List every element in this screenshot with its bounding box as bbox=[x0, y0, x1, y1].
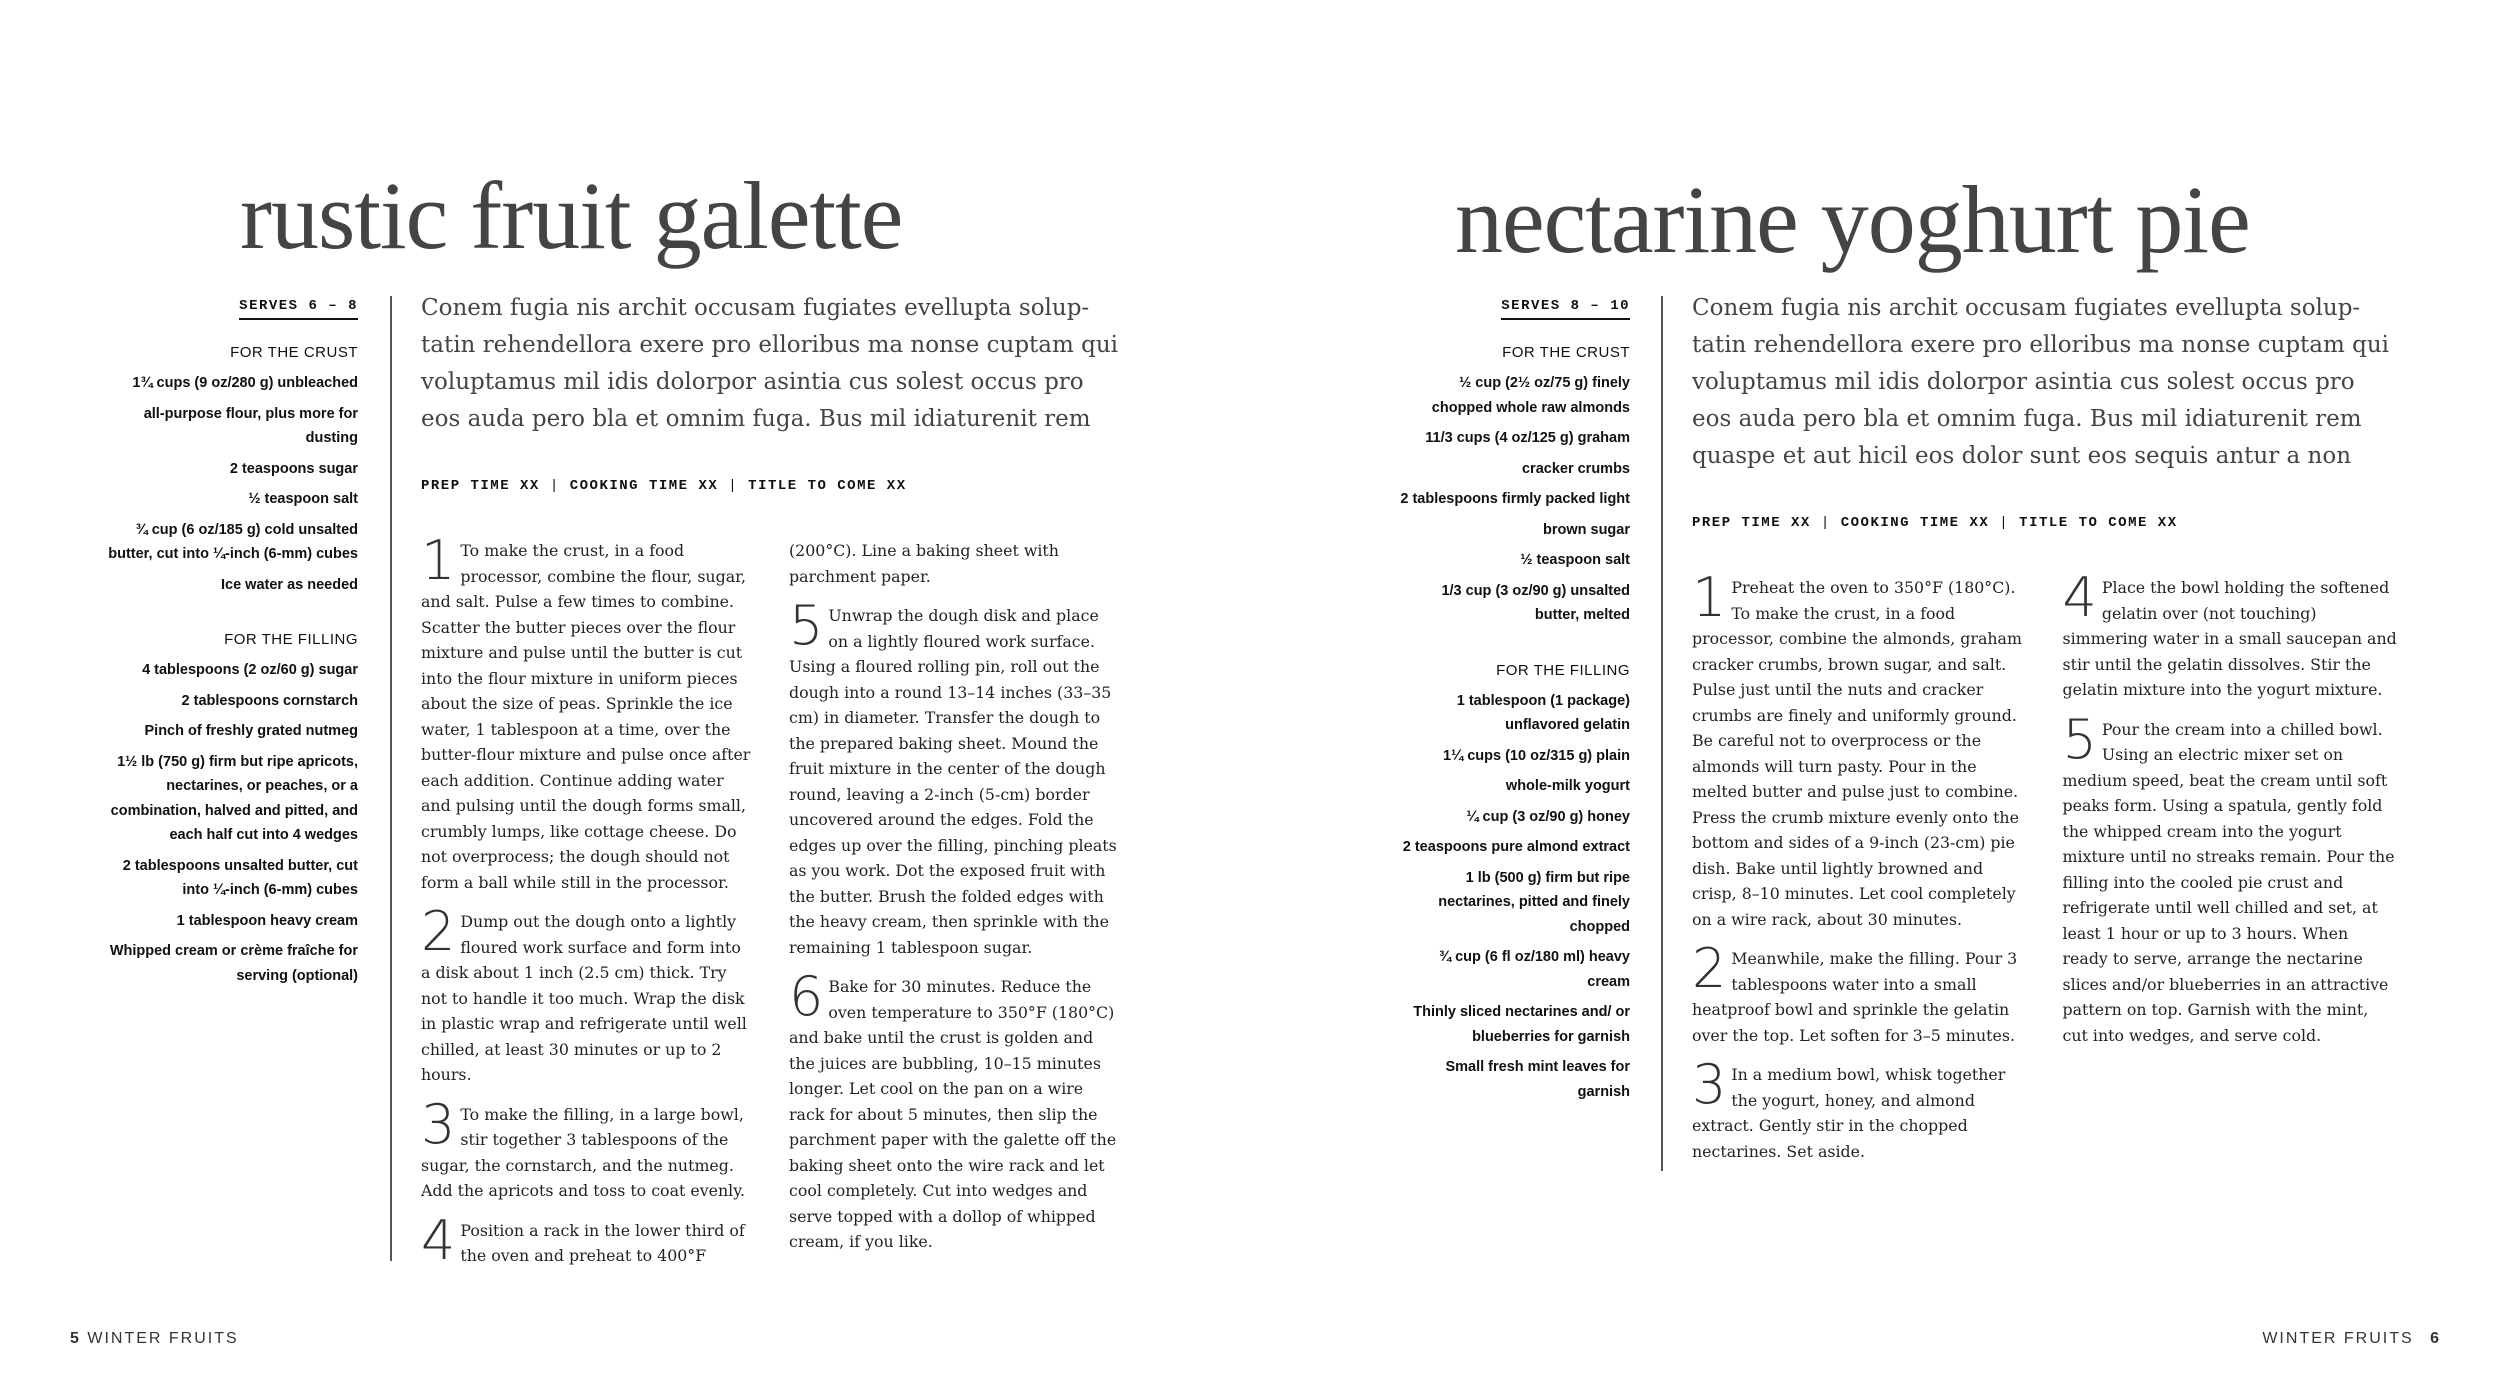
ingredient-item: ¾ cup (6 fl oz/180 ml) heavy cream bbox=[1439, 949, 1630, 990]
step-text: In a medium bowl, whisk together the yogurt, honey, and almond extract. Gently stir in the chopped nectarines. Set aside. bbox=[1692, 1065, 2006, 1161]
left-footer-text: WINTER FRUITS bbox=[87, 1330, 239, 1347]
ingredient-item: 1 lb (500 g) firm but ripe nectarines, pitted and finely chopped bbox=[1438, 869, 1630, 935]
right-footer-text: WINTER FRUITS bbox=[2262, 1330, 2414, 1347]
ingredient-item: 2 teaspoons sugar bbox=[229, 460, 358, 477]
right-crust-list bbox=[1395, 371, 1630, 628]
step-number: 1 bbox=[421, 529, 456, 592]
left-main bbox=[421, 290, 1121, 1283]
step-number: 5 bbox=[2062, 707, 2097, 771]
right-footer bbox=[2262, 1330, 2441, 1348]
right-filling-heading: FOR THE FILLING bbox=[1496, 661, 1630, 679]
meta-item: COOKING TIME XX bbox=[569, 478, 719, 494]
ingredient-item: Whipped cream or crème fraîche for serving (optional) bbox=[109, 943, 358, 984]
left-filling-heading: FOR THE FILLING bbox=[224, 631, 358, 648]
meta-item: TITLE TO COME XX bbox=[2019, 515, 2178, 531]
right-steps-col-2 bbox=[2062, 566, 2398, 1178]
left-steps-col-1 bbox=[421, 529, 753, 1283]
ingredient-item: ¾ cup (6 oz/185 g) cold unsalted butter, cut into ¼-inch (6-mm) cubes bbox=[108, 521, 358, 562]
step-text: To make the filling, in a large bowl, stir together 3 tablespoons of the sugar, the cornstarch, and the nutmeg. Add the apricots and toss to coat evenly. bbox=[421, 1104, 746, 1200]
recipe-step bbox=[421, 529, 753, 895]
step-number: 5 bbox=[789, 594, 824, 657]
left-steps-col-2 bbox=[789, 538, 1121, 1283]
step-text: Place the bowl holding the softened gelatin over (not touching) simmering water in a small saucepan and stir until the gelatin dissolves. Stir the gelatin mixture into the yogurt mixture. bbox=[2062, 578, 2397, 699]
step-text: Bake for 30 minutes. Reduce the oven temperature to 350°F (180°C) and bake until the crust is golden and the juices are bubbling, 10–15 minutes longer. Let cool on the pan on a wire rack for about 5 minutes, then slip the parchment paper with the galette off the baking sheet onto the wire rack and let cool completely. Cut into wedges and serve topped with a dollop of whipped cream, if you like. bbox=[789, 977, 1117, 1251]
recipe-step bbox=[2062, 707, 2398, 1049]
ingredient-item: 1 tablespoon (1 package) unflavored gelatin bbox=[1456, 692, 1630, 733]
ingredient-item: 2 tablespoons unsalted butter, cut into ¼-inch (6-mm) cubes bbox=[122, 857, 358, 898]
left-serves: SERVES 6 – 8 bbox=[239, 298, 358, 320]
ingredient-item: ½ teaspoon salt bbox=[1520, 552, 1630, 568]
ingredient-item: all-purpose flour, plus more for dusting bbox=[143, 405, 358, 446]
step-text: (200°C). Line a baking sheet with parchment paper. bbox=[789, 541, 1059, 586]
ingredient-item: whole-milk yogurt bbox=[1505, 778, 1630, 794]
ingredient-item: 2 tablespoons cornstarch bbox=[181, 692, 358, 709]
ingredient-item: Small fresh mint leaves for garnish bbox=[1445, 1059, 1630, 1100]
ingredient-item: 1¼ cups (10 oz/315 g) plain bbox=[1443, 747, 1630, 764]
right-serves: SERVES 8 – 10 bbox=[1501, 298, 1630, 320]
ingredient-item: ¼ cup (3 oz/90 g) honey bbox=[1466, 808, 1630, 825]
step-text: Pour the cream into a chilled bowl. Using an electric mixer set on medium speed, beat the cream until soft peaks form. Using a spatula, gently fold the whipped cream into the yogurt mixture until no streaks remain. Pour the filling into the cooled pie crust and refrigerate until well chilled and set, at least 1 hour or up to 3 hours. When ready to serve, arrange the nectarine slices and/or blueberries in an attractive pattern on top. Garnish with the mint, cut into wedges, and serve cold. bbox=[2062, 719, 2395, 1045]
step-text: Dump out the dough onto a lightly floured work surface and form into a disk about 1 inch (2.5 cm) thick. Try not to handle it too much. Wrap the disk in plastic wrap and refrigerate until well chilled, at least 30 minutes or up to 2 hours. bbox=[421, 912, 747, 1084]
step-number: 4 bbox=[421, 1208, 456, 1272]
right-steps bbox=[1692, 566, 2397, 1178]
left-divider bbox=[390, 296, 392, 1261]
step-text: Unwrap the dough disk and place on a lightly floured work surface. Using a floured rolling pin, roll out the dough into a round 13–14 inches (33–35 cm) in diameter. Transfer the dough to the prepared baking sheet. Mound the fruit mixture in the center of the dough round, leaving a 2-inch (5-cm) border uncovered around the edges. Fold the edges up over the filling, pinching pleats as you work. Dot the exposed fruit with the butter. Brush the folded edges with the heavy cream, then sprinkle with the remaining 1 tablespoon sugar. bbox=[789, 606, 1117, 957]
ingredient-item: brown sugar bbox=[1542, 521, 1630, 538]
left-crust-list bbox=[100, 371, 358, 597]
step-number: 4 bbox=[2062, 566, 2097, 629]
meta-separator: | bbox=[549, 478, 560, 494]
left-meta bbox=[421, 478, 1121, 494]
right-crust-heading: FOR THE CRUST bbox=[1502, 344, 1630, 361]
left-intro: Conem fugia nis archit occusam fugiates evellupta solup-tatin rehendellora exere pro elloribus ma nonse cuptam qui voluptamus mil idis dolorpor asintia cus solest occus pro eos auda pero bla et omnim fuga. Bus mil idiaturenit rem bbox=[421, 295, 1119, 432]
right-page-number: 6 bbox=[2430, 1330, 2441, 1347]
right-intro: Conem fugia nis archit occusam fugiates evellupta solup-tatin rehendellora exere pro elloribus ma nonse cuptam qui voluptamus mil idis dolorpor asintia cus solest occus pro eos auda pero bla et omnim fuga. Bus mil idiaturenit rem quaspe et aut hicil eos dolor sunt eos sequis antur a non bbox=[1692, 295, 2390, 469]
ingredient-item: 1 tablespoon heavy cream bbox=[176, 912, 358, 929]
meta-separator: | bbox=[1999, 515, 2010, 531]
step-text: Preheat the oven to 350°F (180°C). To make the crust, in a food processor, combine the almonds, graham cracker crumbs, brown sugar, and salt. Pulse just until the nuts and cracker crumbs are finely and uniformly ground. Be careful not to overprocess or the almonds will turn pasty. Pour in the melted butter and pulse just to combine. Press the crumb mixture evenly onto the bottom and sides of a 9-inch (23-cm) pie dish. Bake until lightly browned and crisp, 8–10 minutes. Let cool completely on a wire rack, about 30 minutes. bbox=[1692, 578, 2022, 929]
recipe-step bbox=[1692, 1053, 2027, 1164]
recipe-step bbox=[1692, 937, 2027, 1048]
step-number: 3 bbox=[1692, 1053, 1727, 1116]
right-steps-col-1 bbox=[1692, 566, 2027, 1178]
meta-item: PREP TIME XX bbox=[1692, 515, 1811, 531]
ingredient-item: cracker crumbs bbox=[1521, 460, 1630, 477]
ingredient-item: 11/3 cups (4 oz/125 g) graham bbox=[1425, 430, 1630, 446]
ingredient-item: Thinly sliced nectarines and/ or blueberries for garnish bbox=[1413, 1004, 1630, 1045]
step-text: Position a rack in the lower third of the oven and preheat to 400°F bbox=[460, 1220, 745, 1265]
step-text: Meanwhile, make the filling. Pour 3 tablespoons water into a small heatproof bowl and sprinkle the gelatin over the top. Let soften for 3–5 minutes. bbox=[1692, 949, 2018, 1045]
ingredient-item: ½ cup (2½ oz/75 g) finely chopped whole raw almonds bbox=[1431, 375, 1630, 416]
right-main bbox=[1692, 290, 2397, 1178]
ingredient-item: Pinch of freshly grated nutmeg bbox=[144, 723, 358, 739]
left-filling-list bbox=[100, 658, 358, 988]
right-ingredients bbox=[1395, 296, 1630, 1110]
meta-item: TITLE TO COME XX bbox=[748, 478, 907, 494]
recipe-step bbox=[789, 594, 1121, 960]
step-text: To make the crust, in a food processor, combine the flour, sugar, and salt. Pulse a few times to combine. Scatter the butter pieces over the flour mixture and pulse until the butter is cut into the flour mixture in uniform pieces about the size of peas. Sprinkle the ice water, 1 tablespoon at a time, over the butter-flour mixture and pulse once after each addition. Continue adding water and pulsing until the dough forms small, crumbly lumps, like cottage cheese. Do not overprocess; the dough should not form a ball while still in the processor. bbox=[421, 541, 751, 892]
left-recipe-title: rustic fruit galette bbox=[240, 162, 903, 269]
ingredient-item: ½ teaspoon salt bbox=[248, 491, 358, 507]
recipe-step bbox=[2062, 566, 2398, 703]
ingredient-item: 4 tablespoons (2 oz/60 g) sugar bbox=[142, 662, 358, 678]
ingredient-item: 2 tablespoons firmly packed light bbox=[1400, 491, 1630, 507]
left-ingredients bbox=[100, 296, 358, 994]
left-steps bbox=[421, 529, 1121, 1283]
ingredient-item: 2 teaspoons pure almond extract bbox=[1402, 839, 1630, 855]
left-footer bbox=[70, 1330, 239, 1348]
recipe-step bbox=[789, 538, 1121, 589]
ingredient-item: 1½ lb (750 g) firm but ripe apricots, nectarines, or peaches, or a combination, halved and pitted, and each half cut into 4 wedges bbox=[110, 753, 358, 843]
step-number: 2 bbox=[1692, 937, 1727, 1000]
step-number: 3 bbox=[421, 1092, 456, 1156]
ingredient-item: 1/3 cup (3 oz/90 g) unsalted butter, melted bbox=[1441, 582, 1630, 623]
step-number: 2 bbox=[421, 900, 456, 963]
recipe-step bbox=[421, 1208, 753, 1272]
meta-separator: | bbox=[728, 478, 739, 494]
ingredient-item: Ice water as needed bbox=[220, 576, 358, 593]
recipe-step bbox=[421, 900, 753, 1088]
right-recipe-title: nectarine yoghurt pie bbox=[1455, 166, 2250, 273]
ingredient-item: 1¾ cups (9 oz/280 g) unbleached bbox=[132, 375, 358, 391]
right-filling-list bbox=[1395, 689, 1630, 1105]
right-divider bbox=[1661, 296, 1663, 1171]
meta-item: PREP TIME XX bbox=[421, 478, 540, 494]
recipe-step bbox=[1692, 566, 2027, 932]
right-meta bbox=[1692, 515, 2397, 531]
recipe-step bbox=[789, 965, 1121, 1255]
meta-item: COOKING TIME XX bbox=[1840, 515, 1990, 531]
step-number: 6 bbox=[789, 965, 824, 1028]
left-crust-heading: FOR THE CRUST bbox=[230, 344, 358, 361]
step-number: 1 bbox=[1692, 566, 1727, 629]
meta-separator: | bbox=[1820, 515, 1831, 531]
left-page-number: 5 bbox=[70, 1330, 81, 1347]
recipe-step bbox=[421, 1092, 753, 1204]
